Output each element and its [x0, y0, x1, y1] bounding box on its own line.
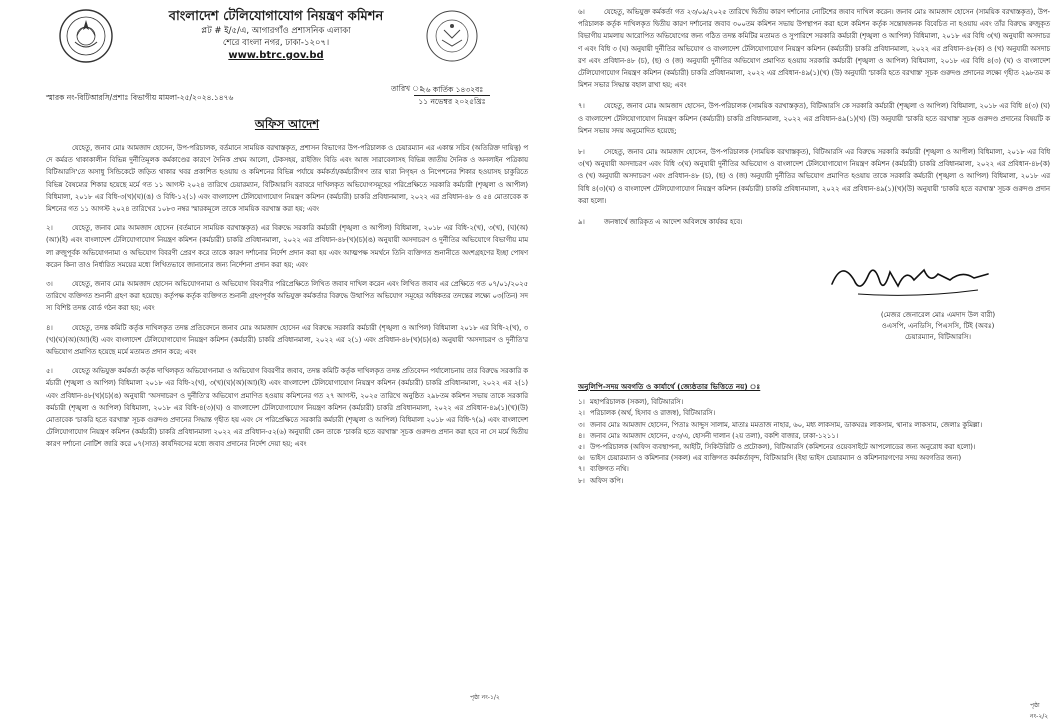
- date-english: ১১ নভেম্বর ২০২৫খ্রিঃ: [418, 97, 486, 106]
- paragraph: [578, 100, 1050, 137]
- right-paragraphs: [578, 6, 1050, 228]
- cc-item-number: ৮।: [578, 476, 585, 485]
- cc-title: অনুলিপি-সদয় অবগতি ও কার্যার্থে (জ্যেষ্ঠতার ভিত্তিতে নয়) ঃ: [578, 382, 761, 392]
- paragraph-text: যেহেতু, অভিযুক্ত কর্মকর্তা গত ২৩/০৯/২০২৫ তারিখে দ্বিতীয় কারণ দর্শানোর নোটিশের জবাব দাখিল করেন। জনাব মোঃ আমজাদ হোসেন (সাময়িক বরখাস্তকৃত), উপ-পরিচালক কর্তৃক দাখিলকৃত দ্বিতীয় কারণ দর্শানোর জবাব ৩০০তম কমিশন সভায় উপস্থাপন করা হলে কমিশন কর্তৃক সন্তোষজনক বিবেচিত না হওয়ায় এবং তাঁর বিরুদ্ধে রুজুকৃত বিভাগীয় মামলায় আরোপিত অভিযোগের জন্য গঠিত তদন্ত কমিটির মতামত ও সুপারিশে সরকারি কর্মচারী (শৃঙ্খলা ও আপিল) বিধিমালা, ২০১৮ এর বিধি ৩(খ) অনুযায়ী অসদাচরণ এবং বিধি ৩ (ঘ) অনুযায়ী দুর্নীতির অভিযোগ ও বাংলাদেশ টেলিযোগাযোগ নিয়ন্ত্রণ কমিশন (কর্মচারী) চাকরি প্রবিধানমালা, ২০২২ এর প্রবিধান-৪৮(ক) ও (খ) অনুযায়ী অসদাচরণ এবং প্রবিধান-৪৮ (চ), (ছ) ও (জ) অনুযায়ী দুর্নীতির অভিযোগ প্রমাণিত হওয়ায় সরকারি কর্মচারী (শৃঙ্খলা ও আপিল) বিধিমালা, ২০১৮ এর বিধি ৪(৩) (ঘ) ও বাংলাদেশ টেলিযোগাযোগ নিয়ন্ত্রণ কমিশন (কর্মচারী) চাকরি প্রবিধানমালা, ২০২২ এর প্রবিধান-৪৯(১)(খ) (উ) অনুযায়ী 'চাকরি হতে বরখাস্ত' সূচক গুরুদণ্ড প্রদানের লক্ষ্যে গৃহীত ২৯৮তম কমিশন সভার সিদ্ধান্ত বহাল রাখা হয়; এবং: [578, 8, 1050, 90]
- left-paragraphs: [46, 142, 528, 451]
- paragraph-text: যেহেতু, তদন্ত কমিটি কর্তৃক দাখিলকৃত তদন্ত প্রতিবেদনে জনাব মোঃ আমজাদ হোসেন এর বিরুদ্ধে সরকারি কর্মচারী (শৃঙ্খলা ও আপিল) বিধিমালা ২০১৮ এর বিধি-২(খ), ৩(খ)(ঘ)(অ)(আ)(ই) এবং বাংলাদেশ টেলিযোগাযোগ নিয়ন্ত্রণ কমিশন (কর্মচারী) চাকরি প্রবিধানমালা, ২০২২ এর ২(১) এবং প্রবিধান-৪৮(খ)(চ)(ঙ) অনুযায়ী 'অসদাচরণ ও দুর্নীতি'র অভিযোগ প্রমাণিত হয়েছে মর্মে মতামত প্রদান করে; এবং: [46, 323, 528, 357]
- paragraph-number: ৯।: [578, 218, 585, 227]
- order-page-2: [560, 0, 1058, 720]
- date-label: তারিখ ঃ: [391, 84, 424, 93]
- signature-block: [578, 248, 1050, 366]
- signature-icon: [828, 250, 1008, 302]
- paragraph-number: ৪।: [46, 323, 53, 332]
- address-line-2: শেরে বাংলা নগর, ঢাকা-১২০৭।: [222, 38, 330, 48]
- website-link[interactable]: www.btrc.gov.bd: [228, 50, 324, 61]
- paragraph-text: যেহেতু, জনাব মোঃ আমজাদ হোসেন অভিযোগনামা ও অভিযোগ বিবরণীর পরিপ্রেক্ষিতে লিখিত জবাব দাখিল করেন এবং লিখিত জবাব এর প্রেক্ষিতে গত ০৭/০১/২০২৫ তারিখে ব্যক্তিগত শুনানী গ্রহণ করা হয়েছে। কর্তৃপক্ষ কর্তৃক ব্যক্তিগত শুনানী গ্রহণপূর্বক অভিযুক্ত কর্মকর্তার বিরুদ্ধে উত্থাপিত অভিযোগ সমূহের অধিকতর তদন্তের লক্ষ্যে ০৩(তিন) সদস্য বিশিষ্ট তদন্ত বোর্ড গঠন করা হয়; এবং: [46, 280, 528, 313]
- paragraph-number: ২।: [46, 224, 53, 233]
- cc-item-text: ভাইস চেয়ারম্যান ও কমিশনার (সকল) এর ব্যক্তিগত কর্মকর্তাবৃন্দ, বিটিআরসি (ইহা ভাইস চেয়ারম্যান ও কমিশনারগণের সদয় অবগতির জন্য): [590, 454, 962, 463]
- cc-item-text: জনাব মোঃ আমজাদ হোসেন, ৫৩/এ, হোসনী দালান (২য় তলা), বকশি বাজার, ঢাকা-১২১১।: [590, 431, 839, 440]
- cc-item: [578, 464, 1050, 475]
- cc-list: [578, 397, 1050, 487]
- paragraph: [578, 6, 1050, 91]
- cc-item-text: ব্যক্তিগত নথি।: [590, 465, 629, 474]
- paragraph: [46, 278, 528, 315]
- paragraph-text: যেহেতু, জনাব মোঃ আমজাদ হোসেন, উপ-পরিচালক (সাময়িক বরখাস্তকৃত), বিটিআরসি কে সরকারি কর্মচারী (শৃঙ্খলা ও আপিল) বিধিমালা, ২০১৮ এর বিধি ৪(৩) (ঘ) ও বাংলাদেশ টেলিযোগাযোগ নিয়ন্ত্রণ কমিশন (কর্মচারী) চাকরি প্রবিধানমালা, ২০২২ এর প্রবিধান-৪৯(১)(খ) (উ) অনুযায়ী 'চাকরি হতে বরখাস্ত' সূচক গুরুদণ্ড প্রদানের বিষয়টি কমিশন সভায় সদয় অনুমোদিত হয়েছে;: [578, 102, 1050, 135]
- paragraph-number: ৫।: [46, 367, 53, 376]
- page-number: পৃষ্ঠা নং-২/২: [1030, 702, 1049, 720]
- paragraph-text: যেহেতু, জনাব মোঃ আমজাদ হোসেন, উপ-পরিচালক, বর্তমানে সাময়িক বরখাস্তকৃত, প্রশাসন বিভাগের উপ-পরিচালক ও চেয়ারম্যান এর একান্ত সচিব (অতিরিক্ত দায়িত্ব) পদে কর্মরত থাকাকালীন বিভিন্ন দুর্নীতিমূলক কর্মকাণ্ডের কারণে দৈনিক প্রথম আলো, টেকসহয়, রাইজিং বিডি এবং আজ সারাবেলাসহ বিভিন্ন জাতীয় দৈনিক ও অনলাইন পত্রিকায় বিটিআরসি'তে অসাধু সিন্ডিকেটে জড়িত থাকার খবর প্রকাশিত হওয়ায় ও কমিশনের বিভিন্ন পর্যায়ে কর্মকর্তা/কর্মচারীগণ তার দ্বারা নিগৃহন ও নিপেশনের শিকার হওয়াসহ চাকুরিতে বিভিন্ন বৈষম্যের শিকার হয়েছে মর্মে গত ১১ আগস্ট ২০২৪ তারিখে চেয়ারম্যান, বিটিআরসি বরাবরে দাখিলকৃত অভিযোগসমূহের পরিপ্রেক্ষিতে সরকারি কর্মচারী (শৃঙ্খলা ও আপীল) বিধিমালা, ২০১৮ এর বিধি-৩(খ)(ঘ)(ঙ) ও বিধি-১২(১) এবং বাংলাদেশ টেলিযোগাযোগ নিয়ন্ত্রণ কমিশন (কর্মচারী) চাকরি প্রবিধানমালা, ২০২২ এর প্রবিধান-৪৮ ও ৫৪ মোতাবেক কমিশনের গত ১১ আগস্ট ২০২৪ তারিখের ১০৮৩ নম্বর স্মারকমূলে তাকে সাময়িক বরখাস্ত করা হয়; এবং: [46, 144, 528, 214]
- cc-item: [578, 420, 1050, 431]
- cc-item: [578, 408, 1050, 419]
- cc-item: [578, 453, 1050, 464]
- cc-item-number: ৭।: [578, 465, 585, 474]
- paragraph: [578, 216, 1050, 228]
- paragraph: [46, 322, 528, 359]
- cc-item-number: ৫।: [578, 443, 585, 452]
- date-box: [414, 84, 490, 107]
- memo-number: স্মারক নং-বিটিআরসি/প্রশাঃ বিভাগীয় মামলা-২৫/২০২৪.১৪৭৬: [46, 93, 234, 102]
- memo-row: [46, 84, 528, 112]
- paragraph-number: ৮।: [578, 148, 585, 157]
- cc-item-text: পরিচালক (অর্থ, হিসাব ও রাজস্ব), বিটিআরসি।: [590, 409, 716, 418]
- paragraph: [46, 365, 528, 450]
- cc-item-number: ২।: [578, 409, 585, 418]
- page-number: পৃষ্ঠা নং-১/২: [470, 694, 500, 701]
- paragraph-number: ৩।: [46, 280, 53, 289]
- paragraph-text: সেহেতু, জনাব মোঃ আমজাদ হোসেন, উপ-পরিচালক (সাময়িক বরখাস্তকৃত), বিটিআরসি এর বিরুদ্ধে সরকারি কর্মচারী (শৃঙ্খলা ও আপীল) বিধিমালা, ২০১৮ এর বিধি ৩(খ) অনুযায়ী অসদাচরণ এবং বিধি ৩(ঘ) অনুযায়ী দুর্নীতির অভিযোগ ও বাংলাদেশ টেলিযোগাযোগ নিয়ন্ত্রণ কমিশন (কর্মচারী) চাকরি প্রবিধানমালা, ২০২২ এর প্রবিধান-৪৮(ক) ও (খ) অনুযায়ী অসদাচরণ এবং প্রবিধান-৪৮ (চ), (ছ) ও (জ) অনুযায়ী দুর্নীতির অভিযোগ প্রমাণিত হওয়ায় তাকে সরকারি কর্মচারী (শৃঙ্খলা ও আপিল) বিধিমালা, ২০১৮ এর বিধি ৪(৩)(ঘ) ও বাংলাদেশ টেলিযোগাযোগ নিয়ন্ত্রণ কমিশন (কর্মচারী) চাকরি প্রবিধানমালা, ২০২২ এর প্রবিধান-৪৯(১)(খ)(উ) অনুযায়ী 'চাকরি হতে বরখাস্ত' সূচক গুরুদণ্ড প্রদান করা হলো।: [578, 148, 1050, 205]
- government-seal-icon: [58, 8, 114, 64]
- signer-name: (মেজর জেনারেল মোঃ এমদাদ উল বারী): [880, 311, 996, 320]
- paragraph-number: ৭।: [578, 102, 585, 111]
- paragraph-text: যেহেতু, জনাব মোঃ আমজাদ হোসেন (বর্তমানে সাময়িক বরখাস্তকৃত) এর বিরুদ্ধে সরকারি কর্মচারী (শৃঙ্খলা ও আপীল) বিধিমালা, ২০১৮ এর বিধি-২(খ), ৩(খ), (ঘ)(অ)(আ)(ই) এবং বাংলাদেশ টেলিযোগাযোগ নিয়ন্ত্রণ কমিশন (কর্মচারী) চাকরি প্রবিধানমালা, ২০২২ এর প্রবিধান-৪৮(খ)(চ)(ঙ) অনুযায়ী অসদাচরণ ও দুর্নীতির অভিযোগে বিভাগীয় মামলা রুজুপূর্বক অভিযোগনামা ও অভিযোগ বিবরণী প্রেরণ করে তাকে কারণ দর্শানোর নির্দেশ প্রদান করা হয় এবং আত্মপক্ষ সমর্থনে তিনি ব্যক্তিগত শুনানীতে অংশগ্রহণের ইচ্ছা পোষণ করেন কিনা তাও নির্ধারিত সময়ের মধ্যে লিখিতভাবে জানানোর জন্য নির্দেশনা প্রদান করা হয়; এবং: [46, 224, 528, 269]
- cc-item: [578, 442, 1050, 453]
- paragraph-text: যেহেতু অভিযুক্ত কর্মকর্তা কর্তৃক দাখিলকৃত অভিযোগনামা ও অভিযোগ বিবরণীর জবাব, তদন্ত কমিটি কর্তৃক দাখিলকৃত তদন্ত প্রতিবেদন পর্যালোচনায় তার বিরুদ্ধে সরকারি কর্মচারী (শৃঙ্খলা ও আপিল) বিধিমালা ২০১৮ এর বিধি-২(খ), ৩(খ)(ঘ)(অ)(আ)(ই) এবং বাংলাদেশ টেলিযোগাযোগ নিয়ন্ত্রণ কমিশন (কর্মচারী) চাকরি প্রবিধানমালা, ২০২২ এর ২(১) এবং প্রবিধান-৪৮(খ)(চ)(ঙ) অনুযায়ী 'অসদাচরণ ও দুর্নীতি'র অভিযোগ প্রমাণিত হওয়ায় কমিশনের গত ২৭ আগস্ট, ২০২৫ তারিখে অনুষ্ঠিত ২৯৮তম কমিশন সভায় তাকে সরকারি কর্মচারী (শৃঙ্খলা ও আপিল) বিধিমালা, ২০১৮ এর বিধি-৪(৩)(ঘ) ও বাংলাদেশ টেলিযোগাযোগ নিয়ন্ত্রণ কমিশন (কর্মচারী) চাকরি প্রবিধানমালা, ২০২২ এর প্রবিধান-৪৯(১)(খ)(উ) মোতাবেক 'চাকরি হতে বরখাস্ত' সূচক গুরুদণ্ড প্রদানের সিদ্ধান্ত গৃহীত হয় এবং সে পরিপ্রেক্ষিতে সরকারি কর্মচারী (শৃঙ্খলা ও আপিল) বিধিমালা ২০১৮ এর বিধি-৭(৯) এবং বাংলাদেশ টেলিযোগাযোগ নিয়ন্ত্রণ কমিশন (কর্মচারী) চাকরি প্রবিধানমালা ২০২২ এর প্রবিধান-৫২(৬) অনুযায়ী কেন তাকে 'চাকরি হতে বরখাস্ত' সূচক গুরুদণ্ড প্রদান করা হবে না সে মর্মে দ্বিতীয় কারণ দর্শানো নোটিশ জারি করে ০৭(সাত) কার্যদিবসের মধ্যে জবাব প্রদানের নির্দেশ দেয়া হয়; এবং: [46, 367, 528, 449]
- cc-item-text: মহাপরিচালক (সকল), বিটিআরসি।: [590, 398, 684, 407]
- cc-item-number: ৬।: [578, 454, 585, 463]
- cc-item: [578, 476, 1050, 487]
- signer-credentials: ওএসপি, এনডিসি, পিএসসি, টিই (অবঃ): [881, 322, 995, 331]
- paragraph-number: ৬।: [578, 8, 585, 16]
- cc-item-text: উপ-পরিচালক (অফিস ব্যবস্থাপনা, আইটি, সিকিউরিটি ও প্রটোকল), বিটিআরসি (কমিশনের ওয়েবসাইটে আপলোডের জন্য অনুরোধ করা হলো)।: [590, 443, 976, 452]
- btrc-logo-icon: [424, 8, 480, 64]
- signer-designation: চেয়ারম্যান, বিটিআরসি।: [904, 333, 972, 342]
- paragraph: [578, 146, 1050, 207]
- cc-item-text: অফিস কপি।: [590, 476, 624, 485]
- signer-info: [858, 310, 1018, 343]
- order-title: অফিস আদেশ: [254, 117, 320, 131]
- cc-item-number: ৩।: [578, 420, 585, 429]
- cc-item-text: জনাব মোঃ আমজাদ হোসেন, পিতাঃ আব্দুস সালাম, মাতাঃ মমতাজ নাহার, ৬০, মধ্য লাকসাম, ডাকঘরঃ লাকসাম, থানাঃ লাকসাম, জেলাঃ কুমিল্লা।: [590, 420, 983, 429]
- date-bangla: ২৬ কার্তিক ১৪৩২বঃ: [414, 84, 490, 96]
- cc-item-number: ৪।: [578, 431, 585, 440]
- address-line-1: প্লট # ই/৫/এ, আগারগাঁও প্রশাসনিক এলাকা: [201, 26, 351, 36]
- cc-item: [578, 397, 1050, 408]
- cc-item: [578, 431, 1050, 442]
- organization-title: বাংলাদেশ টেলিযোগাযোগ নিয়ন্ত্রণ কমিশন: [168, 9, 384, 24]
- paragraph-text: জনস্বার্থে জারিকৃত এ আদেশ অবিলম্বে কার্যকর হবে।: [604, 218, 743, 227]
- paragraph: [46, 222, 528, 271]
- letterhead: [46, 6, 528, 76]
- cc-item-number: ১।: [578, 398, 585, 407]
- paragraph: [46, 142, 528, 215]
